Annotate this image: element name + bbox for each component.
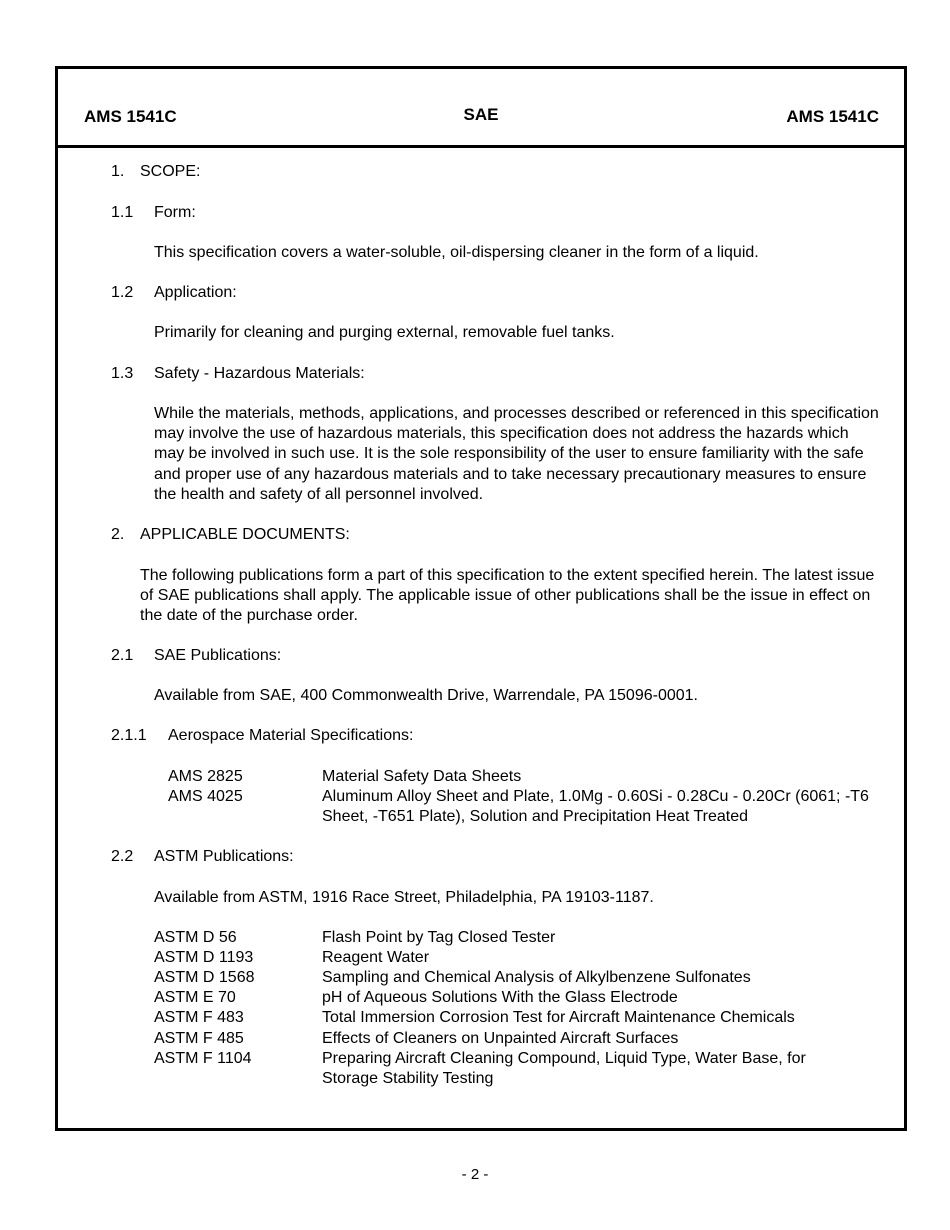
section-2-1-body: Available from SAE, 400 Commonwealth Drive, Warrendale, PA 15096-0001. (154, 687, 698, 704)
section-1-3-number: 1.3 (111, 365, 134, 382)
section-1-3-body: While the materials, methods, applications, and processes described or referenced in this specification may involve the use of hazardous materials, this specification does not address the hazards which may be involved in such use. It is the sole responsibility of the user to ensure familiarity with the safe and proper use of any hazardous materials and to take necessary precautionary measures to ensure the health and safety of all personnel involved. (154, 405, 879, 503)
section-1-1-title: Form: (154, 204, 196, 221)
ref-code: ASTM D 1568 (154, 969, 255, 986)
section-2-number: 2. (111, 526, 125, 543)
page-number: - 2 - (461, 1166, 489, 1183)
section-1-number: 1. (111, 163, 125, 180)
ref-description: Flash Point by Tag Closed Tester (322, 929, 556, 946)
ref-code: ASTM F 485 (154, 1030, 244, 1047)
ref-description: Material Safety Data Sheets (322, 768, 522, 785)
ref-description: Total Immersion Corrosion Test for Aircraft Maintenance Chemicals (322, 1009, 795, 1026)
section-2-2-number: 2.2 (111, 848, 134, 865)
ref-description: Reagent Water (322, 949, 430, 966)
ref-code: ASTM E 70 (154, 989, 236, 1006)
ref-code: ASTM D 1193 (154, 949, 254, 966)
ref-description: Sampling and Chemical Analysis of Alkylbenzene Sulfonates (322, 969, 751, 986)
header-center-title: SAE (463, 105, 499, 124)
section-2-2-body: Available from ASTM, 1916 Race Street, Philadelphia, PA 19103-1187. (154, 889, 654, 906)
section-2-title: APPLICABLE DOCUMENTS: (140, 526, 350, 543)
section-1-title: SCOPE: (140, 163, 201, 180)
ref-code: ASTM F 1104 (154, 1050, 252, 1067)
section-1-2-body: Primarily for cleaning and purging external, removable fuel tanks. (154, 324, 615, 341)
ref-description: Preparing Aircraft Cleaning Compound, Liquid Type, Water Base, for Storage Stability Testing (322, 1050, 806, 1088)
section-2-1-1-title: Aerospace Material Specifications: (168, 727, 414, 744)
ref-code: ASTM D 56 (154, 929, 237, 946)
section-1-1-number: 1.1 (111, 204, 134, 221)
header-left-code: AMS 1541C (84, 107, 177, 126)
ref-description: Effects of Cleaners on Unpainted Aircraft Surfaces (322, 1030, 679, 1047)
section-1-1-body: This specification covers a water-soluble, oil-dispersing cleaner in the form of a liquid. (154, 244, 759, 261)
section-2-2-title: ASTM Publications: (154, 848, 294, 865)
section-2-1-title: SAE Publications: (154, 647, 282, 664)
document-header (58, 69, 904, 148)
header-right-code: AMS 1541C (786, 107, 879, 126)
ref-code: AMS 2825 (168, 768, 243, 785)
ref-description: pH of Aqueous Solutions With the Glass Electrode (322, 989, 678, 1006)
ref-code: ASTM F 483 (154, 1009, 244, 1026)
section-1-2-title: Application: (154, 284, 237, 301)
section-1-2-number: 1.2 (111, 284, 134, 301)
section-2-body: The following publications form a part of this specification to the extent specified herein. The latest issue of SAE publications shall apply. The applicable issue of other publications shall be the issue in effect on the date of the purchase order. (140, 567, 875, 625)
ref-code: AMS 4025 (168, 788, 243, 805)
section-2-1-number: 2.1 (111, 647, 134, 664)
ref-description: Aluminum Alloy Sheet and Plate, 1.0Mg - 0.60Si - 0.28Cu - 0.20Cr (6061; -T6 Sheet, -T651 Plate), Solution and Precipitation Heat Treated (322, 788, 869, 826)
section-1-3-title: Safety - Hazardous Materials: (154, 365, 365, 382)
section-2-1-1-number: 2.1.1 (111, 727, 147, 744)
